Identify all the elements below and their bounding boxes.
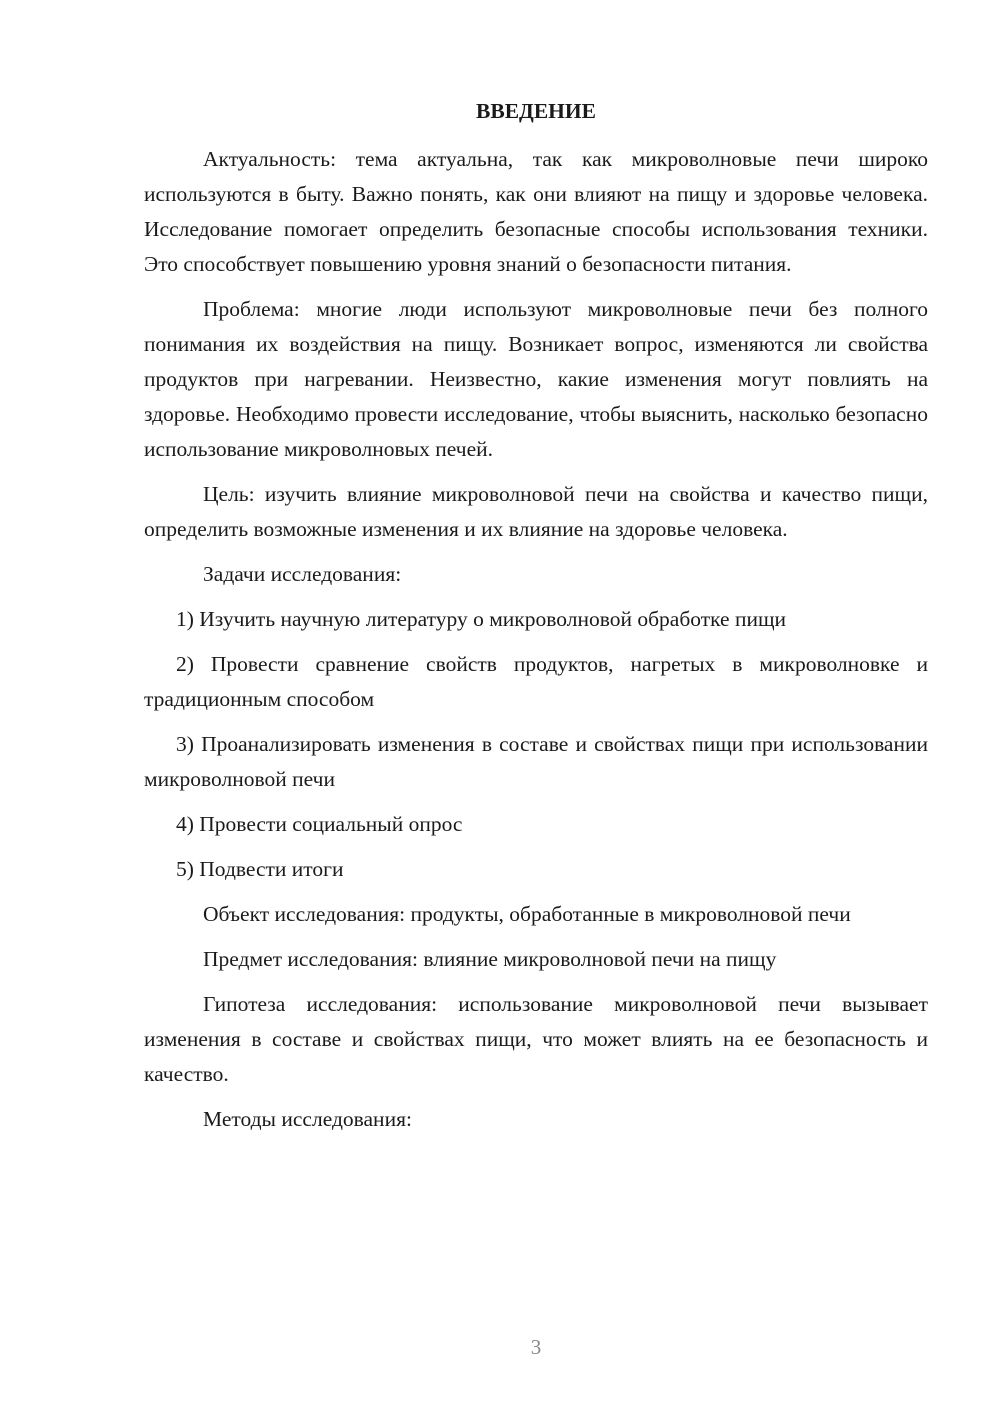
goal-paragraph: Цель: изучить влияние микроволновой печи на свойства и качество пищи, определить возможные изменения и их влияние на здоровье человека. [144, 482, 928, 541]
task-item-5: 5) Подвести итоги [176, 857, 344, 881]
page-number: 3 [530, 1335, 542, 1359]
document-page [144, 96, 928, 1147]
task-item-4: 4) Провести социальный опрос [176, 812, 463, 836]
problem-paragraph: Проблема: многие люди используют микроволновые печи без полного понимания их воздействия на пищу. Возникает вопрос, изменяются ли свойства продуктов при нагревании. Неизвестно, какие изменения могут повлиять на здоровье. Необходимо провести исследование, чтобы выяснить, насколько безопасно использование микроволновых печей. [144, 297, 928, 461]
task-item-1: 1) Изучить научную литературу о микроволновой обработке пищи [176, 607, 787, 631]
section-title: ВВЕДЕНИЕ [476, 99, 596, 123]
subject-paragraph: Предмет исследования: влияние микроволновой печи на пищу [203, 947, 777, 971]
hypothesis-paragraph: Гипотеза исследования: использование микроволновой печи вызывает изменения в составе и свойствах пищи, что может влиять на ее безопасность и качество. [144, 992, 928, 1086]
tasks-heading: Задачи исследования: [203, 562, 402, 586]
object-paragraph: Объект исследования: продукты, обработанные в микроволновой печи [203, 902, 851, 926]
methods-heading: Методы исследования: [203, 1107, 412, 1131]
task-item-2: 2) Провести сравнение свойств продуктов, нагретых в микроволновке и традиционным способом [144, 652, 928, 711]
task-item-3: 3) Проанализировать изменения в составе и свойствах пищи при использовании микроволновой печи [144, 732, 928, 791]
relevance-paragraph: Актуальность: тема актуальна, так как микроволновые печи широко используются в быту. Важно понять, как они влияют на пищу и здоровье человека. Исследование помогает определить безопасные способы использования техники. Это способствует повышению уровня знаний о безопасности питания. [144, 147, 928, 276]
